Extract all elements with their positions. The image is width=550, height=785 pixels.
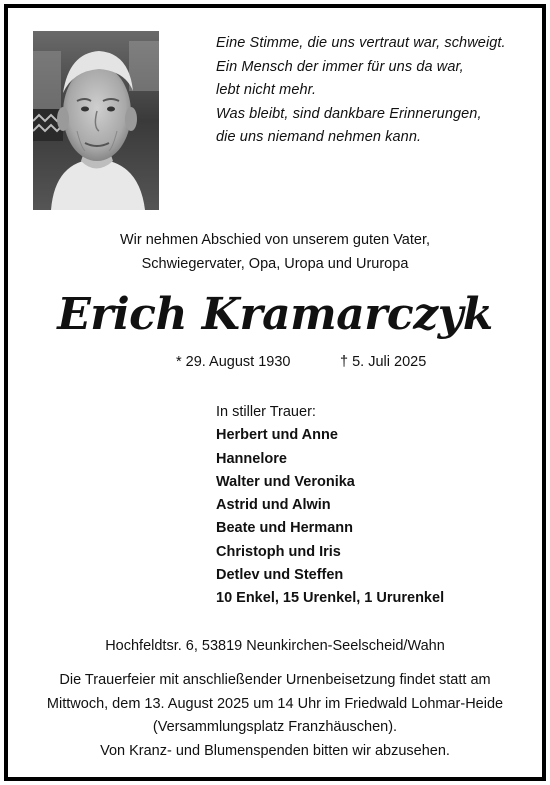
poem-line: die uns niemand nehmen kann. xyxy=(216,129,422,145)
ceremony-line: Mittwoch, dem 13. August 2025 um 14 Uhr im Friedwald Lohmar-Heide xyxy=(46,695,504,712)
family-address: Hochfeldtsr. 6, 53819 Neunkirchen-Seelscheid/Wahn xyxy=(105,638,445,654)
poem-line: lebt nicht mehr. xyxy=(216,82,317,98)
mourner-entry: Beate und Hermann xyxy=(216,520,353,537)
intro-line: Schwiegervater, Opa, Uropa und Ururopa xyxy=(141,256,409,272)
ceremony-line: Die Trauerfeier mit anschließender Urnenbeisetzung findet statt am xyxy=(59,672,491,688)
poem-line: Was bleibt, sind dankbare Erinnerungen, xyxy=(216,105,482,122)
mourner-entry: Herbert und Anne xyxy=(216,427,338,444)
memorial-poem xyxy=(216,32,526,150)
portrait-photo xyxy=(33,31,159,210)
ceremony-line: Von Kranz- und Blumenspenden bitten wir abzusehen. xyxy=(100,742,450,759)
poem-line: Eine Stimme, die uns vertraut war, schweigt. xyxy=(216,35,506,51)
deceased-name: Erich Kramarczyk xyxy=(57,289,493,340)
farewell-intro xyxy=(0,228,550,276)
ceremony-line: (Versammlungsplatz Franzhäuschen). xyxy=(152,719,398,735)
ceremony-details xyxy=(0,669,550,763)
intro-line: Wir nehmen Abschied von unserem guten Vater, xyxy=(119,232,431,248)
poem-line: Ein Mensch der immer für uns da war, xyxy=(216,58,464,75)
mourner-entry: Walter und Veronika xyxy=(216,473,355,490)
mourner-entry: 10 Enkel, 15 Urenkel, 1 Ururenkel xyxy=(216,590,445,607)
mourner-entry: Detlev und Steffen xyxy=(216,567,344,584)
mourner-entry: Astrid und Alwin xyxy=(216,497,331,514)
birth-date: * 29. August 1930 xyxy=(176,354,291,370)
mourner-entry: Hannelore xyxy=(216,450,287,467)
mourner-entry: Christoph und Iris xyxy=(216,543,341,560)
mourners-heading: In stiller Trauer: xyxy=(216,404,316,420)
mourners-list xyxy=(216,401,444,611)
death-date: † 5. Juli 2025 xyxy=(340,354,427,370)
